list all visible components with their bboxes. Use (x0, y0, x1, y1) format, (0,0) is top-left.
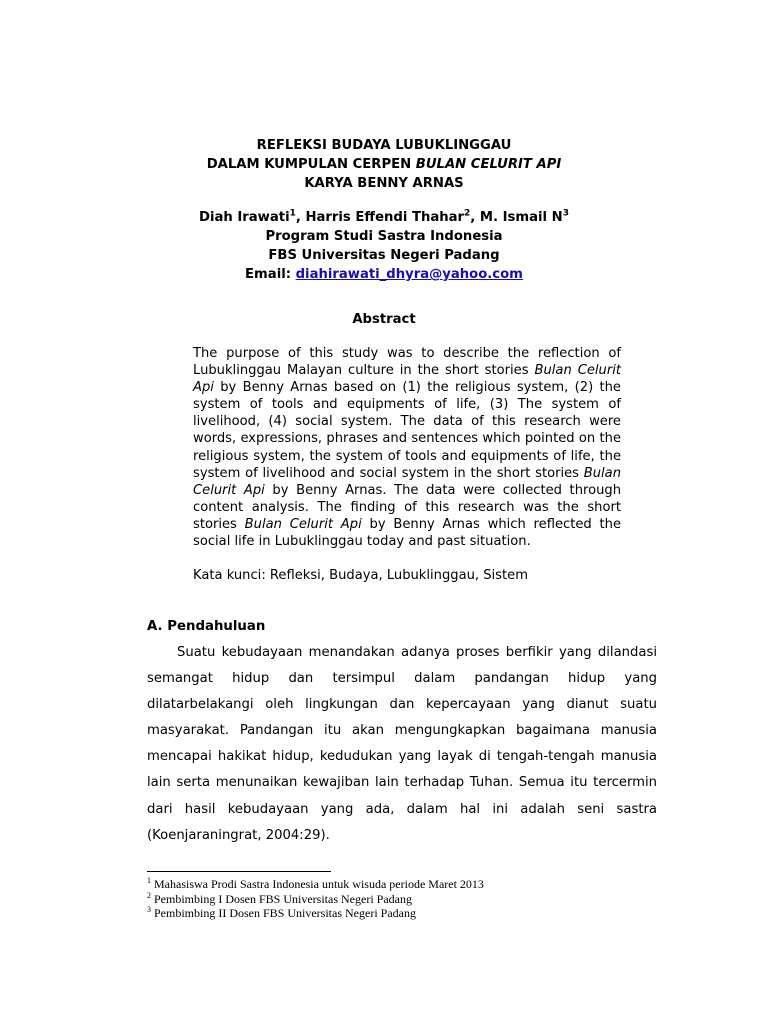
footnote (147, 892, 484, 907)
abstract-part-3: by Benny Arnas. The data were collected through content analysis. The finding of this research was the short stories (193, 482, 622, 532)
footnote-text: Mahasiswa Prodi Sastra Indonesia untuk wisuda periode Maret 2013 (151, 877, 484, 891)
email-line (0, 265, 768, 284)
author-separator: , (295, 210, 306, 225)
keywords: Kata kunci: Refleksi, Budaya, Lubuklinggau, Sistem (193, 568, 528, 583)
author-3-sup: 3 (562, 208, 569, 219)
abstract-part-4: by Benny Arnas which reflected the social life in Lubuklinggau today and past situation. (193, 516, 621, 550)
body-paragraph: Suatu kebudayaan menandakan adanya proses berfikir yang dilandasi semangat hidup dan tersimpul dalam pandangan hidup yang dilatarbelakangi oleh lingkungan dan kepercayaan yang dianut suatu masyarakat. Pandangan itu akan mengungkapkan bagaimana manusia mencapai hakikat hidup, kedudukan yang layak di tengah-tengah manusia lain serta menunaikan kewajiban lain terhadap Tuhan. Semua itu tercermin dari hasil kebudayaan yang ada, dalam hal ini adalah seni sastra (Koenjaraningrat, 2004:29). (147, 645, 657, 843)
author-names (0, 208, 768, 227)
abstract-book-title-2: Bulan Celurit Api (193, 465, 621, 498)
abstract-text (193, 345, 621, 550)
footnote-number: 2 (147, 890, 151, 900)
faculty-name: FBS Universitas Negeri Padang (268, 248, 500, 263)
author-block (0, 208, 768, 284)
section-heading: A. Pendahuluan (147, 619, 266, 634)
email-label: Email: (245, 267, 296, 282)
footnote-number: 3 (147, 905, 151, 915)
author-3: M. Ismail N (479, 210, 563, 225)
abstract-heading: Abstract (352, 312, 416, 327)
title-line-2 (0, 155, 768, 174)
author-1: Diah Irawati (199, 210, 290, 225)
title-line-2-text: DALAM KUMPULAN CERPEN (206, 157, 416, 172)
footnote-number: 1 (147, 876, 151, 885)
author-2: Harris Effendi Thahar (305, 210, 465, 225)
footnotes (147, 877, 484, 921)
author-2-sup: 2 (464, 208, 471, 219)
abstract-book-title-3: Bulan Celurit Api (244, 516, 362, 532)
title-line-1: REFLEKSI BUDAYA LUBUKLINGGAU (256, 138, 512, 153)
paper-title (0, 136, 768, 193)
author-separator: , (470, 210, 480, 225)
footnote (147, 906, 484, 921)
abstract-book-title-1: Bulan Celurit Api (193, 363, 621, 396)
abstract-part-1: The purpose of this study was to describe the reflection of Lubuklinggau Malayan culture in the short stories (193, 346, 621, 379)
abstract-part-2: by Benny Arnas based on (1) the religious system, (2) the system of tools and equipments of life, (3) The system of livelihood, (4) social system. The data of this research were words, expressions, phrases and sentences which pointed on the religious system, the system of tools and equipments of life, the system of livelihood and social system in the short stories (193, 380, 621, 481)
program-name: Program Studi Sastra Indonesia (265, 229, 503, 244)
email-link[interactable]: diahirawati_dhyra@yahoo.com (295, 267, 523, 282)
title-line-2-italic: BULAN CELURIT API (415, 157, 562, 172)
footnote-divider (147, 871, 331, 872)
footnote-text: Pembimbing II Dosen FBS Universitas Negeri Padang (151, 906, 416, 921)
footnote (147, 877, 484, 892)
title-line-3: KARYA BENNY ARNAS (304, 176, 464, 191)
author-1-sup: 1 (289, 208, 296, 219)
footnote-text: Pembimbing I Dosen FBS Universitas Negeri Padang (151, 891, 412, 906)
